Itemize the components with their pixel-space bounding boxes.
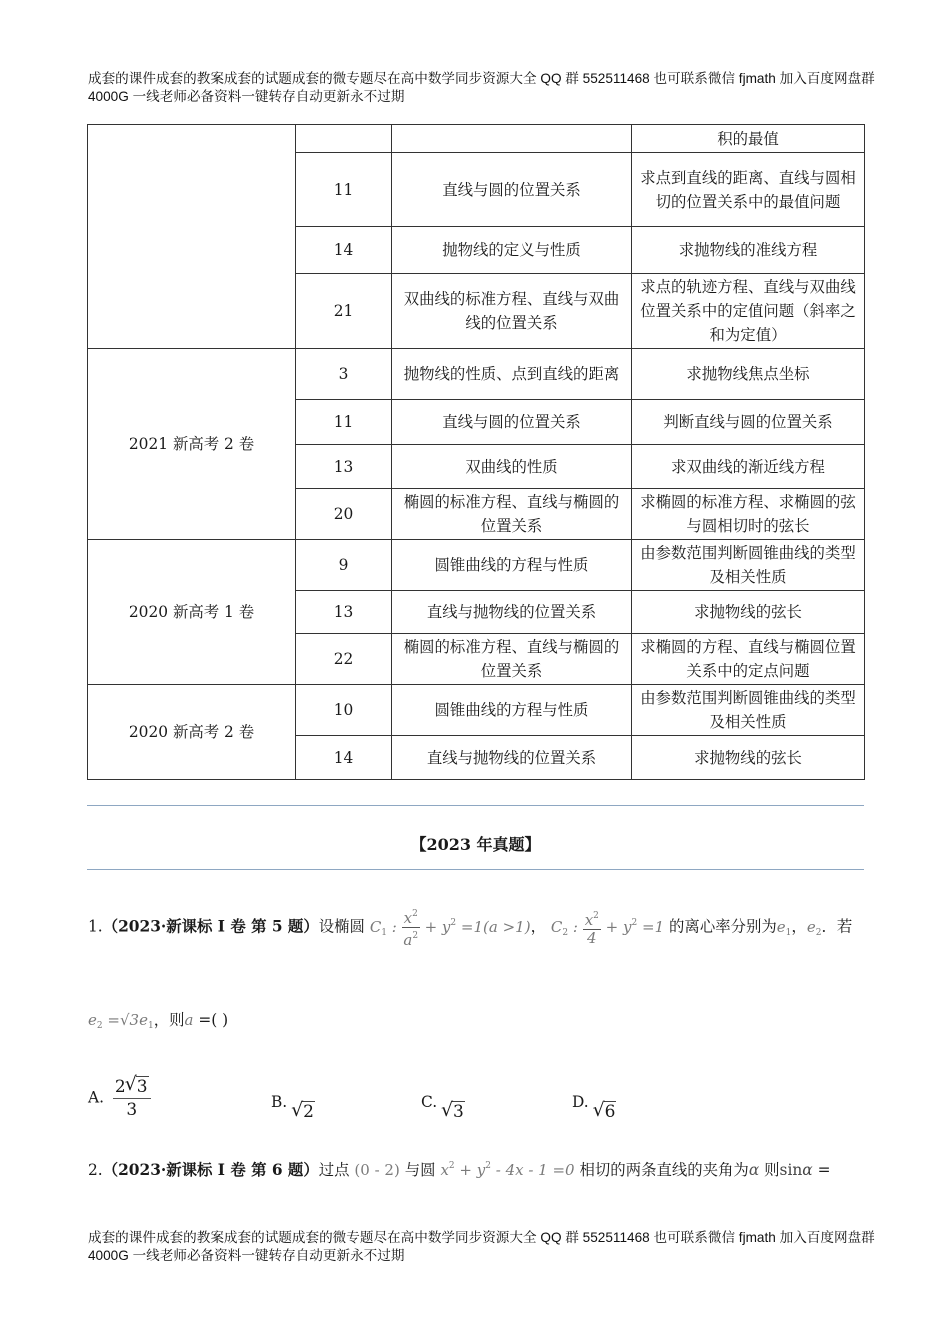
topic-cell: 直线与圆的位置关系 — [392, 400, 632, 445]
question-2: 2.（2023·新课标 I 卷 第 6 题）过点 (0 - 2) 与圆 $x^2 + y^2 - 4x - 1 =0$ 相切的两条直线的夹角为α 则sinα = — [88, 1161, 831, 1179]
num-cell: 13 — [296, 591, 392, 634]
option-d-math: √ 6 — [594, 1102, 617, 1122]
e2-symbol: $e_2$ — [806, 917, 822, 938]
num-cell: 20 — [296, 489, 392, 540]
section-rule-bottom — [87, 869, 864, 870]
num-cell: 10 — [296, 685, 392, 736]
content-cell: 求双曲线的渐近线方程 — [632, 445, 865, 489]
a-symbol: a — [184, 1011, 194, 1029]
section-rule-top — [87, 805, 864, 806]
topic-cell — [392, 125, 632, 153]
exam-cell: 2021 新高考 2 卷 — [88, 349, 296, 540]
section-title: 【2023 年真题】 — [410, 835, 541, 854]
ellipse-c1-formula: $C_1$ : $\frac{x^2}{a^2}$ + $y^2 =1(a >1)$ — [370, 918, 531, 936]
e1-symbol: $e_1$ — [776, 917, 792, 938]
topic-cell: 直线与抛物线的位置关系 — [392, 591, 632, 634]
topic-cell: 双曲线的性质 — [392, 445, 632, 489]
content-cell: 求点的轨迹方程、直线与双曲线位置关系中的定值问题（斜率之和为定值） — [632, 274, 865, 349]
topic-cell: 双曲线的标准方程、直线与双曲线的位置关系 — [392, 274, 632, 349]
content-cell: 求抛物线的弦长 — [632, 736, 865, 780]
num-cell: 11 — [296, 153, 392, 227]
num-cell: 3 — [296, 349, 392, 400]
num-cell: 13 — [296, 445, 392, 489]
option-c-math: √ 3 — [442, 1102, 465, 1122]
ellipse-c2-formula: $C_2$ : $\frac{x^2}{4}$ + $y^2 =1$ — [551, 918, 664, 936]
content-cell: 由参数范围判断圆锥曲线的类型及相关性质 — [632, 685, 865, 736]
alpha-symbol: α — [748, 1161, 760, 1179]
option-b: B. √ 2 — [271, 1092, 315, 1112]
page-header: 成套的课件成套的教案成套的试题成套的微专题尽在高中数学同步资源大全 QQ 群 552511468 也可联系微信 fjmath 加入百度网盘群 4000G 一线老师必备资料一键转存自动更新永不过期 — [88, 71, 875, 104]
content-cell: 求点到直线的距离、直线与圆相切的位置关系中的最值问题 — [632, 153, 865, 227]
option-a: A. $\frac{2√ 3}{3}$ — [88, 1076, 151, 1121]
content-cell: 求椭圆的标准方程、求椭圆的弦与圆相切时的弦长 — [632, 489, 865, 540]
content-cell: 由参数范围判断圆锥曲线的类型及相关性质 — [632, 540, 865, 591]
content-cell: 求抛物线的弦长 — [632, 591, 865, 634]
circle-formula: $x^2 + y^2 - 4x - 1 =0$ — [440, 1161, 575, 1179]
page-footer: 成套的课件成套的教案成套的试题成套的微专题尽在高中数学同步资源大全 QQ 群 552511468 也可联系微信 fjmath 加入百度网盘群 4000G 一线老师必备资料一键转存自动更新永不过期 — [88, 1230, 875, 1263]
num-cell — [296, 125, 392, 153]
topic-cell: 直线与圆的位置关系 — [392, 153, 632, 227]
num-cell: 21 — [296, 274, 392, 349]
question-1-condition: $e_2 =√3e_1$，则a =( ) — [88, 1011, 229, 1031]
exam-cell-continued — [88, 125, 296, 349]
num-cell: 22 — [296, 634, 392, 685]
content-cell: 判断直线与圆的位置关系 — [632, 400, 865, 445]
topic-cell: 圆锥曲线的方程与性质 — [392, 540, 632, 591]
topic-cell: 椭圆的标准方程、直线与椭圆的位置关系 — [392, 489, 632, 540]
topic-cell: 抛物线的性质、点到直线的距离 — [392, 349, 632, 400]
option-a-math: $\frac{2√ 3}{3}$ — [113, 1076, 151, 1121]
option-c: C. √ 3 — [421, 1092, 465, 1112]
option-d: D. √ 6 — [572, 1092, 616, 1112]
content-cell: 求抛物线的准线方程 — [632, 227, 865, 274]
condition-formula: $e_2 =√3e_1$ — [88, 1011, 154, 1031]
point-formula: (0 - 2) — [354, 1161, 400, 1179]
exam-cell: 2020 新高考 2 卷 — [88, 685, 296, 780]
option-b-math: √ 2 — [292, 1102, 315, 1122]
content-cell: 求抛物线焦点坐标 — [632, 349, 865, 400]
num-cell: 11 — [296, 400, 392, 445]
num-cell: 14 — [296, 227, 392, 274]
topic-cell: 直线与抛物线的位置关系 — [392, 736, 632, 780]
content-cell: 积的最值 — [632, 125, 865, 153]
exam-analysis-table — [87, 124, 865, 780]
content-cell: 求椭圆的方程、直线与椭圆位置关系中的定点问题 — [632, 634, 865, 685]
num-cell: 9 — [296, 540, 392, 591]
question-1: 1.（2023·新课标 I 卷 第 5 题）设椭圆 $C_1$ : $\frac{x^2}{a^2}$ + $y^2 =1(a >1)$， $C_2$ : $\frac{x^2}{4}$ + $y^2 =1$ 的离心率分别为$e_1$，$e_2$．若 — [88, 906, 852, 949]
topic-cell: 圆锥曲线的方程与性质 — [392, 685, 632, 736]
topic-cell: 抛物线的定义与性质 — [392, 227, 632, 274]
sin-alpha: sinα — [779, 1161, 813, 1179]
topic-cell: 椭圆的标准方程、直线与椭圆的位置关系 — [392, 634, 632, 685]
exam-cell: 2020 新高考 1 卷 — [88, 540, 296, 685]
num-cell: 14 — [296, 736, 392, 780]
